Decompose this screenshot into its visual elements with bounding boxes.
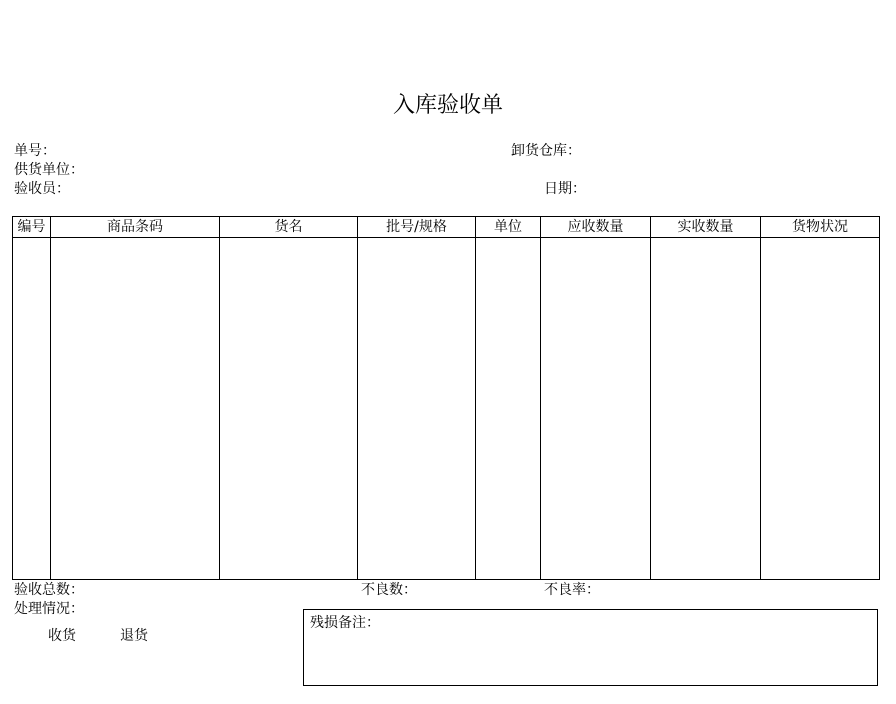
col-header-unit: 单位 — [476, 217, 541, 238]
table-header-row — [13, 217, 880, 238]
table-cell[interactable] — [13, 238, 51, 580]
col-header-expected-qty: 应收数量 — [541, 217, 651, 238]
col-header-batch-spec: 批号/规格 — [358, 217, 476, 238]
table-cell[interactable] — [51, 238, 220, 580]
table-cell[interactable] — [358, 238, 476, 580]
document-title: 入库验收单 — [392, 93, 503, 118]
option-accept[interactable]: 收货 — [48, 628, 76, 644]
table-cell[interactable] — [761, 238, 880, 580]
inspector-label: 验收员： — [14, 181, 70, 197]
doc-no-label: 单号： — [14, 143, 56, 159]
total-label: 验收总数： — [14, 582, 84, 598]
col-header-barcode: 商品条码 — [51, 217, 220, 238]
remarks-box[interactable] — [303, 609, 878, 686]
col-header-no: 编号 — [13, 217, 51, 238]
warehouse-label: 卸货仓库： — [511, 143, 581, 159]
table-body-row — [13, 238, 880, 580]
handling-label: 处理情况： — [14, 601, 84, 617]
col-header-goods-name: 货名 — [220, 217, 358, 238]
defect-rate-label: 不良率： — [544, 582, 600, 598]
col-header-goods-condition: 货物状况 — [761, 217, 880, 238]
date-label: 日期： — [544, 181, 586, 197]
remarks-label: 残损备注： — [310, 615, 380, 631]
option-return[interactable]: 退货 — [120, 628, 148, 644]
table-cell[interactable] — [651, 238, 761, 580]
table-cell[interactable] — [476, 238, 541, 580]
inspection-table — [12, 216, 880, 580]
defect-count-label: 不良数： — [361, 582, 417, 598]
supplier-label: 供货单位： — [14, 162, 84, 178]
table-cell[interactable] — [541, 238, 651, 580]
table-cell[interactable] — [220, 238, 358, 580]
col-header-actual-qty: 实收数量 — [651, 217, 761, 238]
